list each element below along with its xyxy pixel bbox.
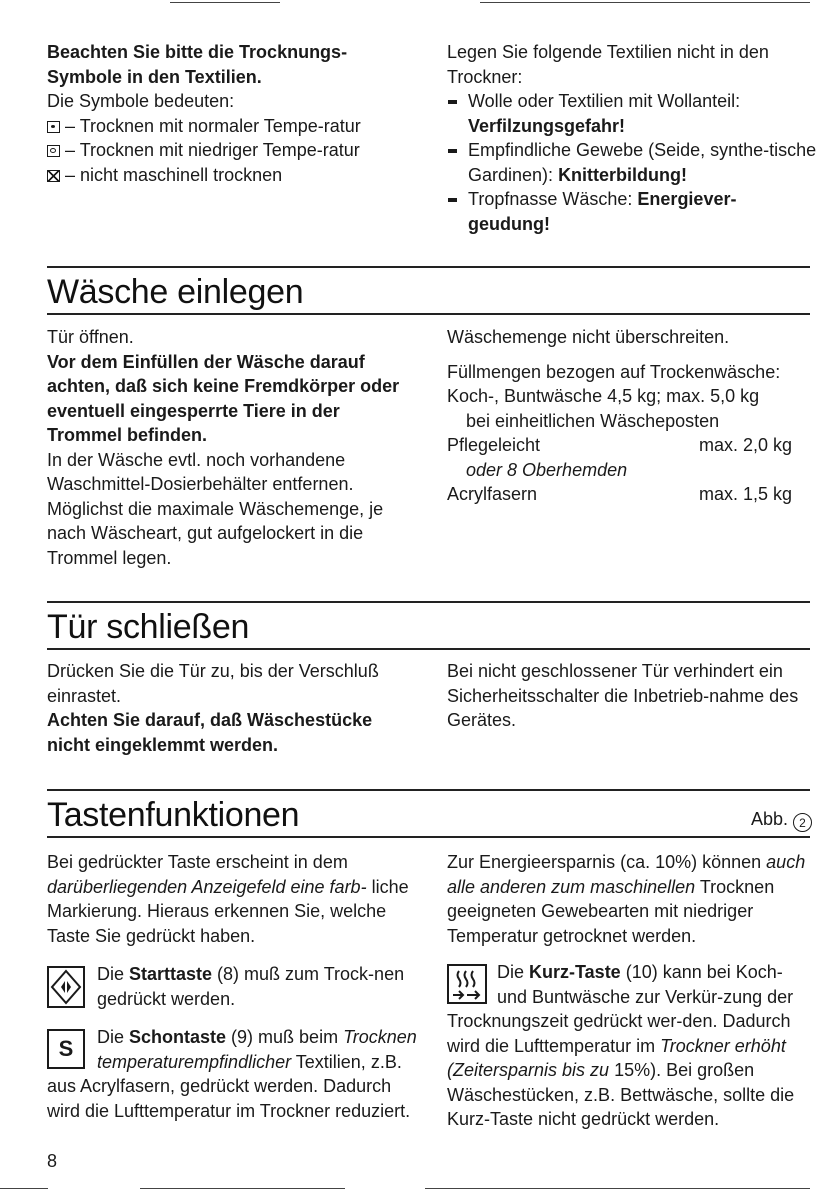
heat-arrows-icon [449, 966, 485, 1002]
section-title-waesche: Wäsche einlegen [47, 273, 304, 311]
schon-key-post: (9) muß beim [226, 1027, 339, 1047]
start-key-diamond-icon [49, 968, 83, 1006]
waesche-fill-heading: Füllmengen bezogen auf Trockenwäsche: [447, 361, 781, 382]
exclusion-warning: Knitterbildung! [558, 164, 688, 185]
energy-note-a: Zur Energieersparnis (ca. 10%) können [447, 852, 762, 872]
schon-key-text [47, 1025, 417, 1123]
tasten-left [47, 850, 417, 1123]
symbol-none: – nicht maschinell trocknen [47, 163, 417, 188]
exclusion-warning: Verfilzungsgefahr! [468, 115, 626, 136]
schon-key-pre: Die [97, 1027, 130, 1047]
header-rule-left [170, 2, 280, 3]
schon-key-icon: S [47, 1029, 85, 1069]
start-key-post: (8) muß zum Trock-nen gedrückt werden. [97, 964, 405, 1009]
symbol-normal-text: Trocknen mit normaler Tempe-ratur [79, 115, 361, 136]
kurz-key-text [447, 960, 817, 1132]
tasten-intro [47, 850, 417, 948]
fill-row [447, 384, 817, 409]
fill-row [447, 482, 817, 507]
tuer-right [447, 659, 817, 733]
energy-note [447, 850, 817, 948]
waesche-step-load: Möglichst die maximale Wäschemenge, je nach Wäscheart, gut aufgelockert in die Trommel legen. [47, 498, 384, 568]
kurz-key-icon [447, 964, 487, 1004]
section-rule-top [47, 601, 810, 603]
start-key-text [47, 962, 417, 1011]
waesche-limit: Wäschemenge nicht überschreiten. [447, 327, 730, 347]
waesche-right [447, 325, 817, 507]
footer-rule-left [0, 1188, 48, 1189]
symbols-heading: Beachten Sie bitte die Trocknungs-Symbole in den Textilien. [47, 42, 348, 87]
schon-key-rest: Textilien, z.B. aus Acrylfasern, gedrückt werden. Dadurch wird die Lufttemperatur im Trockner reduziert. [47, 1051, 411, 1121]
tasten-intro-a: Bei gedrückter Taste erscheint in dem [47, 852, 348, 872]
kurz-key-name: Kurz-Taste [529, 962, 621, 982]
waesche-warning: Vor dem Einfüllen der Wäsche darauf achten, daß sich keine Fremdkörper oder eventuell eingesperrte Tiere in der Trommel befinden. [47, 351, 400, 445]
symbol-low: – Trocknen mit niedriger Tempe-ratur [47, 138, 417, 163]
waesche-left [47, 325, 417, 570]
exclusion-item [447, 187, 817, 236]
figure-number: 2 [793, 813, 812, 832]
start-key-icon [47, 966, 85, 1008]
tasten-intro-c: liche Markierung. Hieraus erkennen Sie, welche Taste Sie gedrückt haben. [47, 876, 409, 946]
section-rule-top [47, 266, 810, 268]
section-rule-bottom [47, 648, 810, 650]
fill-row-value: max. 2,0 kg [698, 435, 792, 455]
schon-key-name: Schontaste [129, 1027, 227, 1047]
exclusion-text: Empfindliche Gewebe (Seide, synthe-tische Gardinen): [468, 140, 817, 185]
kurz-key-pre: Die [497, 962, 530, 982]
tasten-right [447, 850, 817, 1132]
figure-label: Abb. [750, 809, 788, 829]
exclusion-item [447, 138, 817, 187]
fill-row [447, 409, 817, 434]
tuer-warning: Achten Sie darauf, daß Wäschestücke nicht eingeklemmt werden. [47, 710, 373, 755]
waesche-step-open: Tür öffnen. [47, 327, 134, 347]
energy-note-c: Trocknen geeigneten Gewebearten mit niedriger Temperatur getrocknet werden. [447, 876, 775, 946]
kurz-key-block [447, 960, 817, 1132]
dot-square-icon [47, 121, 60, 133]
fill-table [447, 384, 817, 507]
section-title-tuer: Tür schließen [47, 608, 250, 646]
fill-row [447, 433, 817, 458]
exclusions-column [447, 40, 817, 236]
footer-rule-right [425, 1188, 810, 1189]
start-key-name: Starttaste [129, 964, 213, 984]
symbol-low-text: Trocknen mit niedriger Tempe-ratur [79, 140, 360, 160]
footer-rule-mid [140, 1188, 345, 1189]
kurz-key-rest: 15%). Bei großen Wäschestücken, z.B. Bettwäsche, sollte die Kurz-Taste nicht gedrückt werden. [447, 1060, 795, 1129]
exclusion-text: Tropfnasse Wäsche: [468, 189, 633, 209]
fill-row [447, 458, 817, 483]
tasten-intro-b: darüberliegenden Anzeigefeld eine farb- [47, 876, 367, 897]
tuer-step-close: Drücken Sie die Tür zu, bis der Verschluß einrastet. [47, 661, 379, 706]
fill-row-label: bei einheitlichen Wäscheposten [466, 410, 720, 431]
page-number: 8 [47, 1151, 58, 1171]
section-rule-bottom [47, 313, 810, 315]
exclusion-text: Wolle oder Textilien mit Wollanteil: [468, 91, 741, 111]
crossed-square-icon [47, 170, 60, 182]
start-key-pre: Die [97, 964, 130, 984]
tuer-safety-note: Bei nicht geschlossener Tür verhindert ein Sicherheitsschalter die Inbetrieb-nahme des Gerätes. [447, 661, 799, 730]
energy-note-b: auch alle anderen zum maschinellen [447, 852, 806, 897]
kurz-key-post: (10) kann bei Koch- und Buntwäsche zur Verkür-zung der Trocknungszeit gedrückt wer-den. Dadurch wird die Lufttemperatur im [447, 962, 794, 1056]
section-rule-bottom [47, 836, 810, 838]
symbol-normal: – Trocknen mit normaler Tempe-ratur [47, 114, 417, 139]
tuer-left [47, 659, 417, 757]
symbols-lead: Die Symbole bedeuten: [47, 91, 235, 111]
circle-square-icon [47, 145, 60, 157]
figure-reference [751, 807, 812, 832]
schon-key-block [47, 1025, 417, 1123]
fill-row-label: oder 8 Oberhemden [466, 459, 628, 480]
exclusion-item [447, 89, 817, 138]
fill-row-label: Koch-, Buntwäsche 4,5 kg; max. 5,0 kg [447, 386, 760, 406]
start-key-block [47, 962, 417, 1011]
fill-row-label: Acrylfasern [447, 484, 538, 504]
symbol-none-text: nicht maschinell trocknen [80, 164, 283, 185]
header-rule-right [480, 2, 810, 3]
fill-row-value: max. 1,5 kg [698, 484, 792, 504]
kurz-key-italic: Trockner erhöht (Zeitersparnis bis zu [447, 1035, 786, 1080]
waesche-step-remove: In der Wäsche evtl. noch vorhandene Waschmittel-Dosierbehälter entfernen. [47, 449, 354, 494]
symbols-column [47, 40, 417, 187]
section-rule-top [47, 789, 810, 791]
section-title-tasten: Tastenfunktionen [47, 796, 300, 834]
exclusions-lead: Legen Sie folgende Textilien nicht in den Trockner: [447, 42, 769, 87]
fill-row-label: Pflegeleicht [447, 435, 541, 455]
schon-key-italic: Trocknen temperaturempfindlicher [97, 1027, 417, 1072]
exclusion-warning: Energiever-geudung! [468, 189, 737, 234]
